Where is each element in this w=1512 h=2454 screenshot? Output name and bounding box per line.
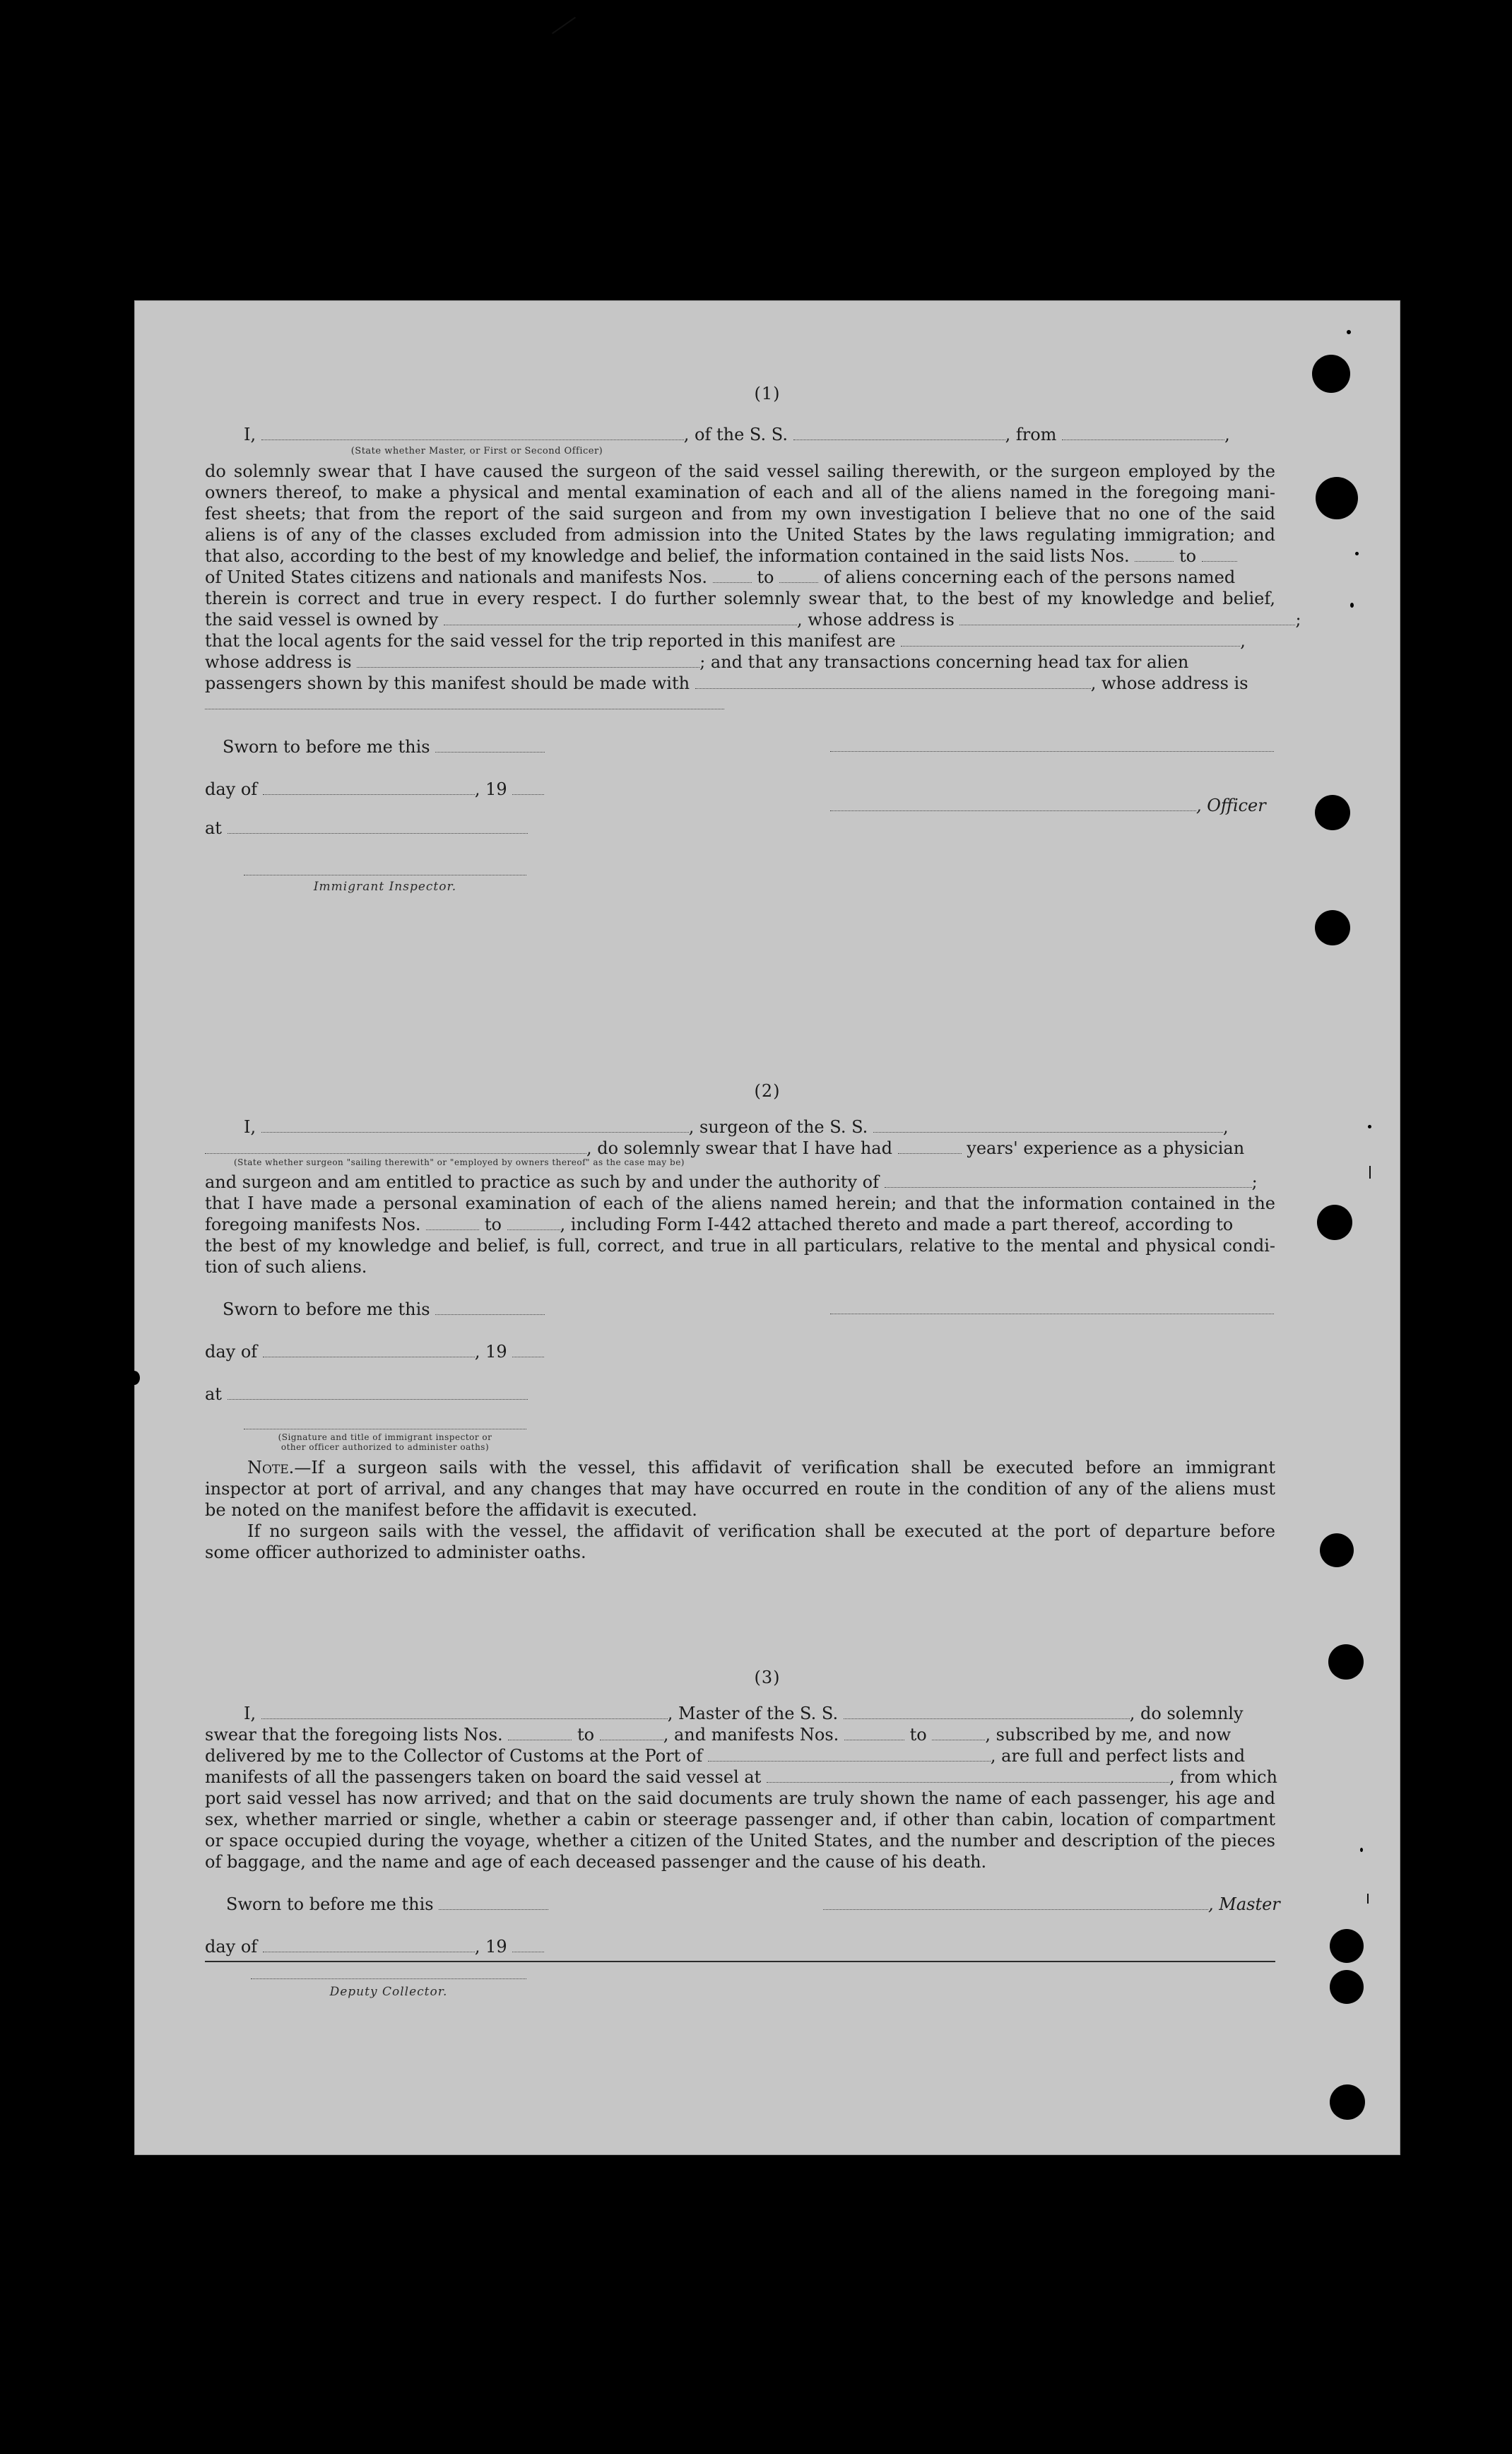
signature-blank <box>251 1978 526 1979</box>
form-page <box>134 300 1400 2155</box>
section-2-line-5 <box>205 1214 1275 1235</box>
punch-hole <box>1330 1970 1364 2004</box>
blank <box>512 781 544 795</box>
port-blank <box>767 1769 1169 1783</box>
text: , of the S. S. <box>683 425 788 444</box>
section-1-passengers-line <box>205 673 1275 694</box>
text: the said vessel is owned by <box>205 610 439 630</box>
section-1-whose-line <box>205 651 1275 673</box>
ship-blank <box>873 1119 1223 1133</box>
payee-blank <box>695 676 1091 689</box>
text: of aliens concerning each of the persons named <box>823 567 1236 587</box>
text: to <box>909 1725 927 1745</box>
text: that the local agents for the said vessel for the trip reported in this manifest are <box>205 631 896 651</box>
collector-caption: Deputy Collector. <box>329 1985 448 1999</box>
text: , do solemnly swear that I have had <box>586 1138 892 1158</box>
signature-blank <box>830 751 1274 752</box>
text: ; <box>1251 1172 1258 1192</box>
section-1-para-line: owners thereof, to make a physical and mental examination of each and all of the aliens named in the foregoing mani- <box>205 483 1275 502</box>
master-name-blank <box>261 1706 668 1719</box>
section-3-para-line: port said vessel has now arrived; and that on the said documents are truly shown the name of each passenger, his age and <box>205 1788 1275 1808</box>
section-1-manifest-line <box>205 567 1275 588</box>
speck <box>1367 1894 1369 1904</box>
blank <box>228 820 528 834</box>
section-3-line-1 <box>244 1703 1275 1724</box>
text: to <box>1179 546 1197 566</box>
text: , from <box>1005 425 1057 444</box>
section-3-para-line: or space occupied during the voyage, whether a citizen of the United States, and the number and description of the pieces <box>205 1831 1275 1851</box>
day-of-line <box>205 1936 530 1957</box>
section-1-para-line: therein is correct and true in every respect. I do further solemnly swear that, to the best of my knowledge and belief, <box>205 589 1275 608</box>
text: , 19 <box>474 1342 507 1362</box>
text: to <box>484 1215 502 1234</box>
text: , are full and perfect lists and <box>990 1746 1246 1766</box>
speck <box>1350 603 1354 608</box>
text: , and manifests Nos. <box>663 1725 839 1745</box>
text: , do solemnly <box>1129 1704 1244 1723</box>
ship-blank <box>844 1706 1130 1719</box>
section-1-number: (1) <box>754 384 781 403</box>
note-line: be noted on the manifest before the affidavit is executed. <box>205 1500 697 1520</box>
text: to <box>577 1725 595 1745</box>
blank <box>1135 548 1174 562</box>
text: , <box>1222 1117 1229 1137</box>
section-3-number: (3) <box>754 1668 781 1687</box>
sworn-line <box>223 1299 505 1320</box>
section-3-line-2 <box>205 1724 1275 1745</box>
section-2-para-line: the best of my knowledge and belief, is full, correct, and true in all particulars, relative to the mental and physical condi- <box>205 1236 1275 1256</box>
text: to <box>757 567 774 587</box>
text: other officer authorized to administer oaths) <box>280 1442 490 1452</box>
text: ; and that any transactions concerning head tax for alien <box>699 652 1189 672</box>
officer-label: , Officer <box>1196 796 1266 815</box>
surgeon-caption: (State whether surgeon "sailing therewith" or "employed by owners thereof" as the case may be) <box>234 1157 685 1167</box>
text: whose address is <box>205 652 352 672</box>
agents-blank <box>901 633 1240 647</box>
text: , subscribed by me, and now <box>985 1725 1232 1745</box>
text: and surgeon and am entitled to practice as such by and under the authority of <box>205 1172 879 1192</box>
note-line <box>247 1457 1275 1478</box>
blank <box>263 1344 475 1357</box>
blank <box>512 1344 544 1357</box>
text: , Master of the S. S. <box>667 1704 839 1723</box>
text: , including Form I-442 attached thereto and made a part thereof, according to <box>560 1215 1234 1234</box>
text: day of <box>205 1937 258 1957</box>
inspector-caption: Immigrant Inspector. <box>313 880 457 894</box>
surgeon-status-blank <box>205 1140 586 1154</box>
rank-caption: (State whether Master, or First or Second Officer) <box>350 446 603 456</box>
section-2-line-2 <box>205 1138 1275 1159</box>
text: I, <box>244 1117 256 1137</box>
punch-hole <box>1315 795 1350 830</box>
years-blank <box>898 1140 962 1154</box>
punch-hole <box>1330 1929 1364 1963</box>
section-1-para-line: do solemnly swear that I have caused the surgeon of the said vessel sailing therewith, or the surgeon employed by the <box>205 461 1275 481</box>
sworn-line <box>223 736 505 757</box>
blank <box>600 1727 663 1740</box>
punch-hole <box>1315 910 1350 945</box>
section-2-line-1 <box>244 1116 1275 1138</box>
blank <box>508 1727 572 1740</box>
owner-blank <box>444 612 797 625</box>
text: swear that the foregoing lists Nos. <box>205 1725 503 1745</box>
at-line <box>205 1384 530 1405</box>
signature-blank <box>830 798 1196 811</box>
blank <box>779 570 818 583</box>
rank-blank <box>261 427 684 440</box>
section-3-line-3 <box>205 1745 1275 1766</box>
text: manifests of all the passengers taken on board the said vessel at <box>205 1767 762 1787</box>
text: , whose address is <box>1090 673 1248 693</box>
speck <box>552 17 576 35</box>
text: Sworn to before me this <box>223 1299 430 1319</box>
speck <box>1347 330 1351 334</box>
text: , <box>1224 425 1230 444</box>
text: passengers shown by this manifest should be made with <box>205 673 690 693</box>
port-blank <box>708 1748 991 1762</box>
text: years' experience as a physician <box>967 1138 1245 1158</box>
text: Sworn to before me this <box>223 737 430 757</box>
text: foregoing manifests Nos. <box>205 1215 421 1234</box>
text: —If a surgeon sails with the vessel, this affidavit of verification shall be executed before an immigrant <box>294 1458 1275 1477</box>
blank <box>439 1896 548 1910</box>
blank <box>263 1939 475 1952</box>
blank <box>435 1302 545 1315</box>
text: delivered by me to the Collector of Customs at the Port of <box>205 1746 703 1766</box>
section-1-para-line: aliens is of any of the classes excluded from admission into the United States by the laws regulating immigration; and <box>205 525 1275 545</box>
note-line: If no surgeon sails with the vessel, the affidavit of verification shall be executed at the port of departure before <box>247 1521 1275 1541</box>
sworn-line <box>226 1894 509 1915</box>
text: Sworn to before me this <box>226 1894 434 1914</box>
text: I, <box>244 1704 256 1723</box>
blank <box>713 570 752 583</box>
blank <box>435 739 545 753</box>
note-line: some officer authorized to administer oaths. <box>205 1542 586 1562</box>
at-line <box>205 818 530 839</box>
note-line: inspector at port of arrival, and any changes that may have occurred en route in the condition of any of the aliens must <box>205 1479 1275 1499</box>
signature-blank <box>823 1896 1208 1910</box>
from-blank <box>1062 427 1224 440</box>
text: of United States citizens and nationals and manifests Nos. <box>205 567 708 587</box>
note-label: Note. <box>247 1458 295 1477</box>
section-2-number: (2) <box>754 1081 781 1101</box>
address-blank <box>357 654 699 668</box>
text: , from which <box>1169 1767 1277 1787</box>
master-line <box>823 1894 1280 1915</box>
surgeon-name-blank <box>261 1119 689 1133</box>
section-2-para-line: that I have made a personal examination of each of the aliens named herein; and that the information contained in the <box>205 1193 1275 1213</box>
text: I, <box>244 425 256 444</box>
speck <box>1360 1848 1363 1852</box>
text: , whose address is <box>796 610 955 630</box>
blank <box>844 1727 904 1740</box>
speck <box>1355 552 1359 555</box>
authority-blank <box>885 1174 1252 1188</box>
officer-line <box>830 795 1275 816</box>
punch-hole <box>1316 477 1358 519</box>
blank <box>228 1386 528 1400</box>
section-2-para-line: tion of such aliens. <box>205 1257 367 1277</box>
section-3-para-line: sex, whether married or single, whether a cabin or steerage passenger and, if other than cabin, location of compartment <box>205 1810 1275 1829</box>
blank <box>507 1217 560 1230</box>
section-1-agents-line <box>205 630 1275 651</box>
text: (Signature and title of immigrant inspector or <box>278 1432 492 1442</box>
signature-caption <box>244 1432 526 1452</box>
text: , <box>1240 631 1246 651</box>
section-1-para-line: fest sheets; that from the report of the said surgeon and from my own investigation I believe that no one of the said <box>205 504 1275 524</box>
blank <box>512 1939 544 1952</box>
day-of-line <box>205 779 530 800</box>
blank <box>932 1727 985 1740</box>
section-3-para-line: of baggage, and the name and age of each deceased passenger and the cause of his death. <box>205 1852 987 1872</box>
section-1-owner-line <box>205 609 1301 630</box>
text: , 19 <box>474 779 507 799</box>
text: day of <box>205 779 258 799</box>
ship-blank <box>793 427 1005 440</box>
text: ; <box>1295 610 1301 630</box>
speck <box>1369 1166 1371 1179</box>
blank <box>263 781 475 795</box>
speck <box>1368 1125 1371 1128</box>
day-of-line <box>205 1341 530 1362</box>
blank <box>1202 548 1237 562</box>
text: at <box>205 1384 222 1404</box>
speck <box>129 1371 140 1385</box>
text: day of <box>205 1342 258 1362</box>
address-blank <box>959 612 1295 625</box>
master-label: , Master <box>1208 1894 1280 1914</box>
text: that also, according to the best of my knowledge and belief, the information contained in the said lists Nos. <box>205 546 1130 566</box>
text: , surgeon of the S. S. <box>688 1117 868 1137</box>
punch-hole <box>1330 2084 1365 2120</box>
text: at <box>205 818 222 838</box>
section-1-line-1 <box>244 424 1275 445</box>
bottom-rule <box>205 1961 1275 1962</box>
punch-hole <box>1317 1205 1352 1240</box>
blank <box>426 1217 479 1230</box>
punch-hole <box>1320 1533 1354 1567</box>
section-3-line-4 <box>205 1766 1275 1788</box>
section-2-line-3 <box>205 1172 1275 1193</box>
text: , 19 <box>474 1937 507 1957</box>
section-1-lists-line <box>205 545 1275 567</box>
